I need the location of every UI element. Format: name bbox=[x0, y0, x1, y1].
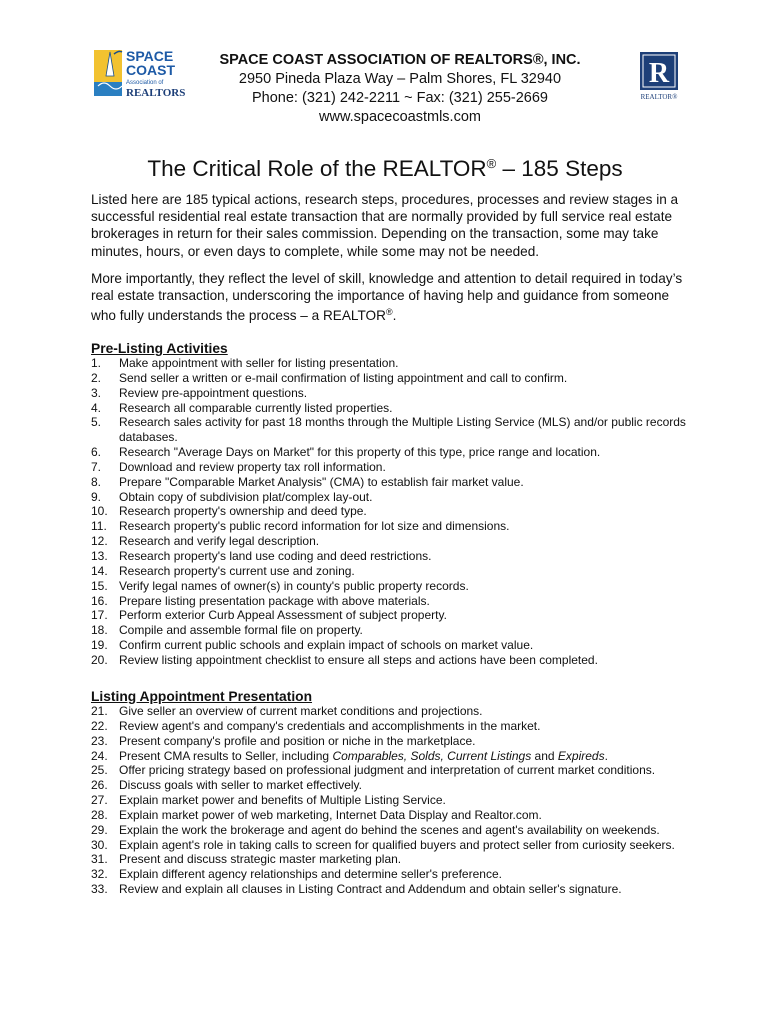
svg-text:R: R bbox=[648, 58, 670, 89]
step-item: 3. Review pre-appointment questions. bbox=[91, 385, 308, 400]
logo-word-space: SPACE bbox=[126, 48, 174, 64]
step-item: 16. Prepare listing presentation package with above materials. bbox=[91, 593, 430, 608]
organization-name: SPACE COAST ASSOCIATION OF REALTORS®, INC. bbox=[219, 52, 581, 68]
section-heading-listing-appointment: Listing Appointment Presentation bbox=[91, 689, 313, 704]
phone-fax-line: Phone: (321) 242-2211 ~ Fax: (321) 255-2669 bbox=[252, 90, 548, 106]
step-item: 25. Offer pricing strategy based on professional judgment and interpretation of current market conditions. bbox=[91, 763, 656, 778]
step-item: 14. Research property's current use and zoning. bbox=[91, 563, 355, 578]
step-item: 28. Explain market power of web marketing, Internet Data Display and Realtor.com. bbox=[91, 807, 542, 822]
step-item: 23. Present company's profile and position or niche in the marketplace. bbox=[91, 733, 476, 748]
step-item: 27. Explain market power and benefits of Multiple Listing Service. bbox=[91, 793, 446, 808]
address-line: 2950 Pineda Plaza Way – Palm Shores, FL 32940 bbox=[238, 71, 562, 87]
letterhead bbox=[200, 51, 600, 127]
step-list-listing-appointment bbox=[91, 704, 691, 897]
step-item: 18. Compile and assemble formal file on property. bbox=[91, 623, 363, 638]
step-item: 10. Research property's ownership and deed type. bbox=[91, 504, 367, 519]
step-item: 17. Perform exterior Curb Appeal Assessment of subject property. bbox=[91, 608, 447, 623]
step-item: 22. Review agent's and company's credentials and accomplishments in the market. bbox=[91, 718, 541, 733]
step-item: 4. Research all comparable currently listed properties. bbox=[91, 400, 393, 415]
step-item: 6. Research "Average Days on Market" for this property of this type, price range and location. bbox=[91, 445, 601, 460]
section-heading-pre-listing: Pre-Listing Activities bbox=[91, 341, 228, 356]
realtor-badge-text: REALTOR® bbox=[640, 93, 678, 101]
website-line[interactable]: www.spacecoastmls.com bbox=[319, 109, 481, 125]
step-item: 30. Explain agent's role in taking calls to screen for qualified buyers and protect seller from curiosity seekers. bbox=[91, 837, 675, 852]
step-item: 29. Explain the work the brokerage and agent do behind the scenes and agent's availability on weekends. bbox=[91, 822, 660, 837]
space-coast-realtors-logo bbox=[92, 46, 192, 104]
step-list-pre-listing bbox=[91, 356, 691, 668]
step-item: 32. Explain different agency relationships and determine seller's preference. bbox=[91, 867, 502, 882]
title-main: The Critical Role of the REALTOR bbox=[147, 156, 487, 181]
step-item: 15. Verify legal names of owner(s) in county's public property records. bbox=[91, 578, 469, 593]
step-item: 20. Review listing appointment checklist to ensure all steps and actions have been completed. bbox=[91, 652, 598, 667]
step-item: 21. Give seller an overview of current market conditions and projections. bbox=[91, 704, 483, 718]
step-item: 19. Confirm current public schools and explain impact of schools on market value. bbox=[91, 638, 534, 653]
logo-word-realtors: REALTORS bbox=[126, 87, 186, 99]
step-item: 24. Present CMA results to Seller, including Comparables, Solds, Current Listings and Expireds. bbox=[91, 748, 608, 763]
step-item: 11. Research property's public record information for lot size and dimensions. bbox=[91, 519, 510, 534]
realtor-r-logo bbox=[636, 52, 682, 102]
step-item: 7. Download and review property tax roll information. bbox=[91, 459, 386, 474]
intro-paragraph-1: Listed here are 185 typical actions, research steps, procedures, processes and review stages in a successful residential real estate transaction that are normally provided by full service real estate brokerages in return for their sales commission. Depending on the transaction, some may take minutes, hours, or even days to complete, while some may not be needed. bbox=[91, 192, 679, 259]
step-item: 5. Research sales activity for past 18 months through the Multiple Listing Service (MLS) and/or public records databases. bbox=[91, 415, 686, 445]
step-item: 26. Discuss goals with seller to market effectively. bbox=[91, 778, 362, 793]
step-item: 9. Obtain copy of subdivision plat/complex lay-out. bbox=[91, 489, 373, 504]
step-item: 33. Review and explain all clauses in Listing Contract and Addendum and obtain seller's signature. bbox=[91, 882, 622, 897]
logo-word-coast: COAST bbox=[126, 62, 175, 78]
step-item: 1. Make appointment with seller for listing presentation. bbox=[91, 356, 399, 370]
logo-word-association: Association of bbox=[126, 80, 164, 86]
step-item: 12. Research and verify legal description. bbox=[91, 534, 320, 549]
step-item: 13. Research property's land use coding and deed restrictions. bbox=[91, 548, 432, 563]
intro-paragraph-2: More importantly, they reflect the level of skill, knowledge and attention to detail required in today’s real estate transaction, underscoring the importance of having help and guidance from someone who fully understands the process – a REALTOR®. bbox=[91, 271, 683, 324]
step-item: 8. Prepare "Comparable Market Analysis" (CMA) to establish fair market value. bbox=[91, 474, 524, 489]
document-title bbox=[0, 150, 770, 183]
title-rest: – 185 Steps bbox=[496, 156, 623, 181]
step-item: 2. Send seller a written or e-mail confirmation of listing appointment and call to confirm. bbox=[91, 370, 568, 385]
title-registered-mark: ® bbox=[486, 156, 497, 171]
step-item: 31. Present and discuss strategic master marketing plan. bbox=[91, 852, 402, 867]
